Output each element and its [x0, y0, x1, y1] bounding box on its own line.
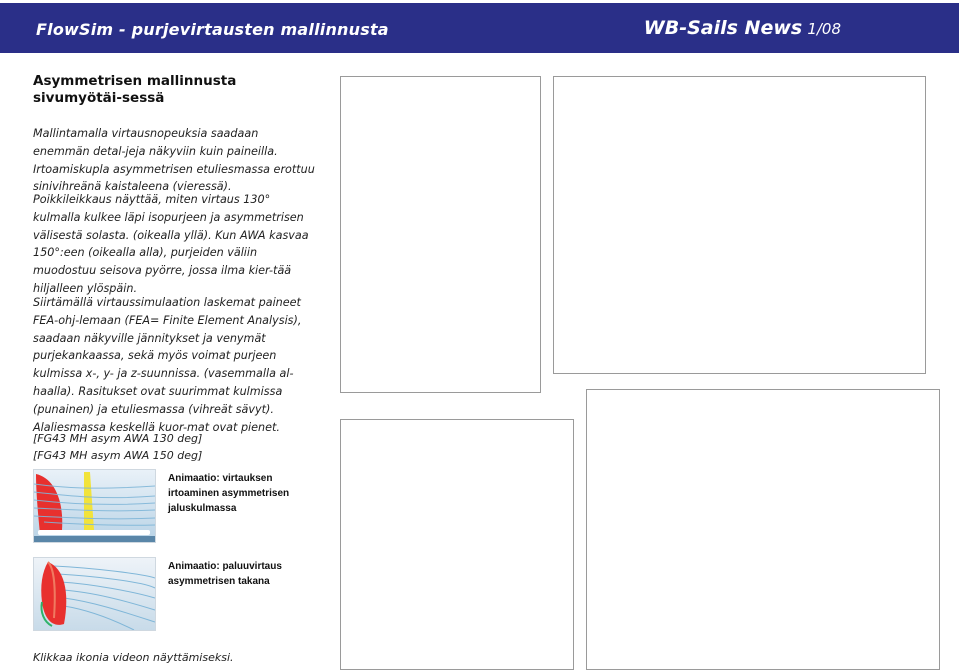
newsletter-section-title: FlowSim - purjevirtausten mallinnusta: [36, 20, 389, 39]
vortex-animation-icon[interactable]: [34, 558, 155, 630]
newsletter-masthead: [644, 17, 841, 39]
figure-frame-awa-150: [586, 389, 940, 670]
figure-frame-awa-130: [553, 76, 926, 374]
figure-reference-1: [FG43 MH asym AWA 130 deg]: [33, 432, 203, 445]
animation-thumbnail-2[interactable]: [33, 557, 156, 631]
footer-instruction: Klikkaa ikonia videon näyttämiseksi.: [33, 651, 234, 664]
article-paragraph-2: Poikkileikkaus näyttää, miten virtaus 130° kulmalla kulkee läpi isopurjeen ja asymmetrisen välisestä solasta. (oikealla yllä). Kun AWA kasvaa 150°:een (oikealla alla), purjeiden väliin muodostuu seisova pyörre, jossa ilma kier-tää hiljalleen ylöspäin.: [33, 193, 309, 295]
issue-number: 1/08: [807, 20, 841, 38]
header-banner: [0, 3, 959, 53]
figure-frame-velocity: [340, 76, 541, 393]
animation-caption-1[interactable]: Animaatio: virtauksen irtoaminen asymmetrisen jaluskulmassa: [168, 473, 290, 514]
animation-caption-2[interactable]: Animaatio: paluuvirtaus asymmetrisen takana: [168, 561, 282, 587]
figure-reference-2: [FG43 MH asym AWA 150 deg]: [33, 449, 203, 462]
article-paragraph-3: Siirtämällä virtaussimulaation laskemat paineet FEA-ohj-lemaan (FEA= Finite Element Analysis), saadaan näkyville jännitykset ja venymät purjekankaassa, sekä myös voimat purjeen kulmissa x-, y- ja z-suunnissa. (vasemmalla al-haalla). Rasitukset ovat suurimmat kulmissa (punainen) ja etuliesmassa (vihreät sävyt). Alaliesmassa keskellä kuor-mat ovat pienet.: [33, 296, 302, 434]
newsletter-name: WB-Sails News: [643, 17, 803, 39]
sail-flow-animation-icon[interactable]: [34, 470, 155, 542]
animation-thumbnail-1[interactable]: [33, 469, 156, 543]
article-heading: Asymmetrisen mallinnusta sivumyötäi-sessä: [33, 73, 237, 106]
article-paragraph-1: Mallintamalla virtausnopeuksia saadaan enemmän detal-jeja näkyviin kuin paineilla. Irtoamiskupla asymmetrisen etuliesmassa erottuu sinivihreänä kaistaleena (vieressä).: [33, 127, 315, 194]
figure-frame-fea: [340, 419, 574, 670]
